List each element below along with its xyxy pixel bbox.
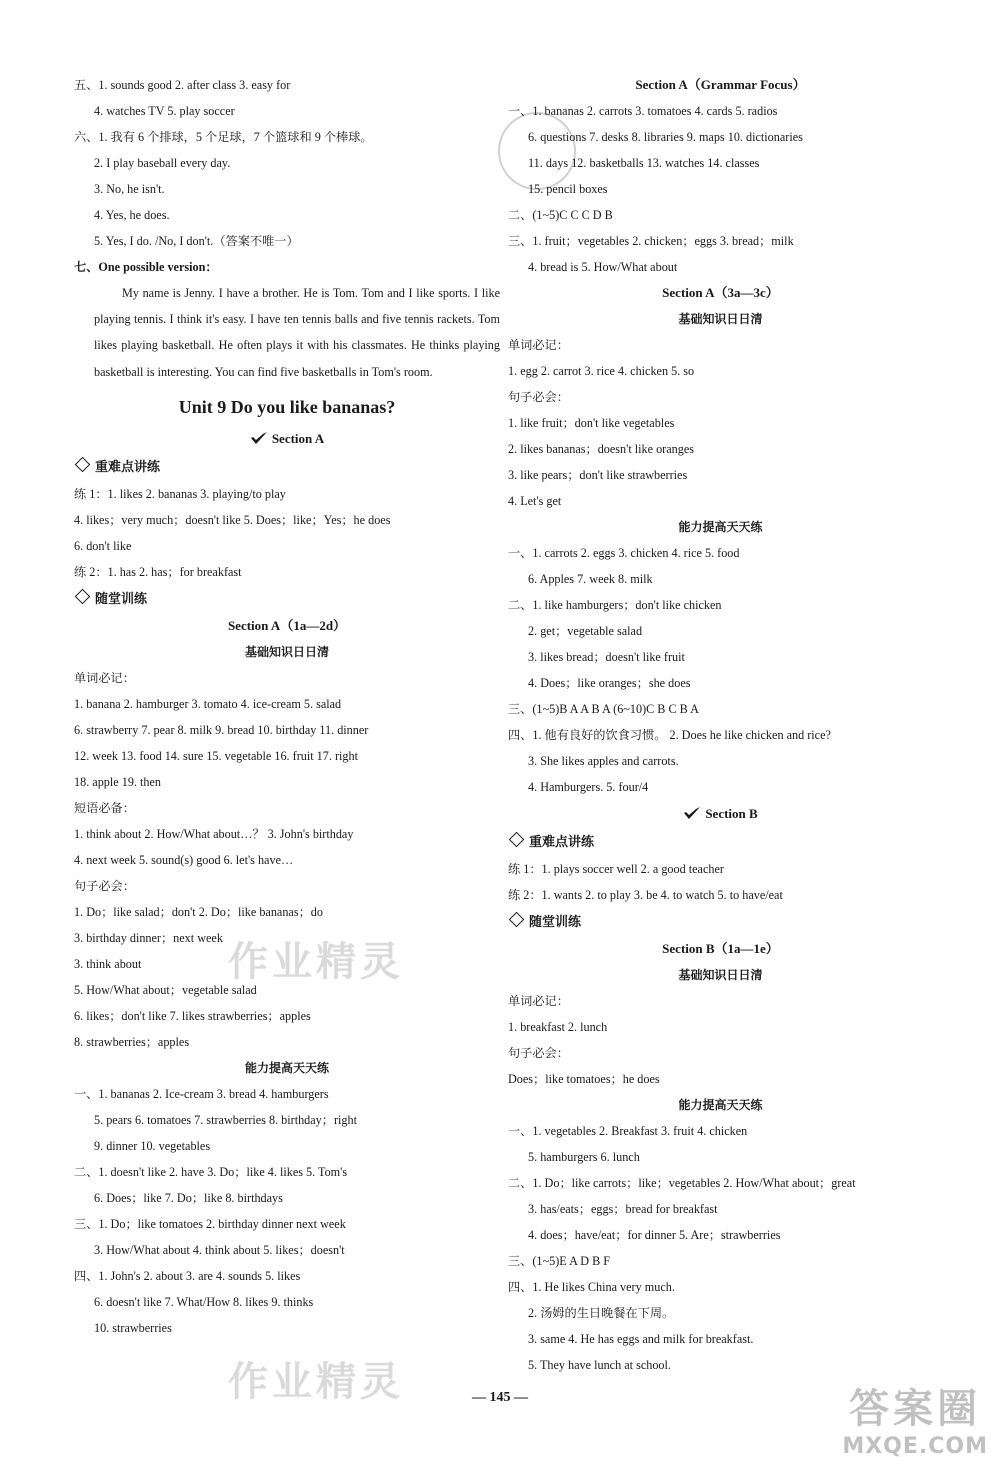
- sub-title: 基础知识日日清: [678, 312, 763, 326]
- words-label: 单词必记：: [508, 994, 569, 1008]
- answer-line: 三、1. Do；like tomatoes 2. birthday dinner next week: [74, 1216, 346, 1231]
- answer-line: 一、1. vegetables 2. Breakfast 3. fruit 4. chicken: [508, 1124, 748, 1138]
- answer-line: 12. week 13. food 14. sure 15. vegetable 16. fruit 17. right: [74, 748, 358, 763]
- unit-title: Unit 9 Do you like bananas?: [178, 396, 396, 417]
- diamond-icon: [75, 457, 91, 473]
- sub-title: 能力提高天天练: [244, 1060, 329, 1075]
- practice-heading: 随堂训练: [74, 585, 500, 613]
- answer-line: 四、1. He likes China very much.: [508, 1280, 675, 1294]
- answer-line: 6. doesn't like 7. What/How 8. likes 9. thinks: [94, 1294, 314, 1309]
- answer-line: 二、1. like hamburgers；don't like chicken: [508, 598, 722, 612]
- answer-line: 3. She likes apples and carrots.: [528, 754, 679, 768]
- section-title: Section A（Grammar Focus）: [635, 77, 806, 92]
- section-title: Section A（1a—2d）: [227, 617, 347, 633]
- section-a-badge: Section A: [74, 425, 500, 453]
- answer-line: 二、1. doesn't like 2. have 3. Do；like 4. likes 5. Tom's: [74, 1164, 348, 1179]
- answer-line: 3. birthday dinner；next week: [74, 930, 223, 945]
- answer-line: 5. hamburgers 6. lunch: [528, 1150, 640, 1164]
- answer-line: 6. questions 7. desks 8. libraries 9. maps 10. dictionaries: [528, 130, 803, 144]
- sentences-label: 句子必会：: [508, 390, 569, 404]
- sentences-label: 句子必会：: [508, 1046, 569, 1060]
- answer-line: 11. days 12. basketballs 13. watches 14. classes: [528, 156, 760, 170]
- answer-line: 三、1. fruit；vegetables 2. chicken；eggs 3. bread；milk: [508, 234, 794, 248]
- answer-line: 练 1：1. likes 2. bananas 3. playing/to play: [74, 486, 286, 501]
- left-column: [74, 72, 500, 1341]
- answer-line: 一、1. bananas 2. Ice-cream 3. bread 4. hamburgers: [74, 1086, 329, 1101]
- checkmark-leaf-icon: [683, 806, 701, 820]
- answer-line: 1. breakfast 2. lunch: [508, 1020, 608, 1034]
- answer-line: 6. don't like: [74, 538, 132, 553]
- answer-line: 3. How/What about 4. think about 5. likes；doesn't: [94, 1242, 345, 1257]
- words-label: 单词必记：: [508, 338, 569, 352]
- answer-line: 三、(1~5)B A A B A (6~10)C B C B A: [508, 702, 699, 716]
- sub-title: 能力提高天天练: [678, 1098, 763, 1112]
- answer-line: 5. How/What about；vegetable salad: [74, 982, 257, 997]
- answer-line: 1. Do；like salad；don't 2. Do；like bananas；do: [74, 904, 323, 919]
- answer-line: 1. like fruit；don't like vegetables: [508, 416, 675, 430]
- section-title: Section B（1a—1e）: [662, 941, 779, 956]
- answer-line: 3. has/eats；eggs；bread for breakfast: [528, 1202, 718, 1216]
- essay-paragraph: My name is Jenny. I have a brother. He is Tom. Tom and I like sports. I like playing tennis. I think it's easy. I have ten tennis balls and five tennis rackets. Tom likes playing basketball. He often plays it with his classmates. He thinks playing basketball is interesting. You can find five basketballs in Tom's room.: [94, 286, 500, 379]
- answer-line: 四、1. John's 2. about 3. are 4. sounds 5. likes: [74, 1268, 301, 1283]
- answer-line: 4. watches TV 5. play soccer: [94, 104, 235, 118]
- answer-line: 五、1. sounds good 2. after class 3. easy for: [74, 78, 291, 92]
- answer-line: 15. pencil boxes: [528, 182, 608, 196]
- watermark-bottom: 作业精灵: [228, 1359, 404, 1405]
- answer-line: 5. pears 6. tomatoes 7. strawberries 8. birthday；right: [94, 1112, 357, 1127]
- answer-line: 4. Does；like oranges；she does: [528, 676, 691, 690]
- answer-line: 6. Does；like 7. Do；like 8. birthdays: [94, 1190, 283, 1205]
- sub-title: 基础知识日日清: [244, 644, 329, 659]
- answer-line: 4. likes；very much；doesn't like 5. Does；like；Yes；he does: [74, 512, 391, 527]
- answer-line: 二、1. Do；like carrots；like；vegetables 2. How/What about；great: [508, 1176, 856, 1190]
- answer-line: 练 2：1. has 2. has；for breakfast: [74, 564, 242, 579]
- checkmark-leaf-icon: [250, 431, 268, 445]
- answer-line: 18. apple 19. then: [74, 774, 161, 789]
- sentences-label: 句子必会：: [74, 878, 135, 893]
- answer-line: 4. Let's get: [508, 494, 562, 508]
- answer-line: 2. 汤姆的生日晚餐在下周。: [528, 1306, 675, 1320]
- right-column: [508, 72, 933, 1378]
- diamond-icon: [509, 912, 525, 928]
- answer-line: 6. likes；don't like 7. likes strawberries；apples: [74, 1008, 311, 1023]
- section-title: Section A（3a—3c）: [662, 285, 779, 300]
- diamond-icon: [75, 589, 91, 605]
- answer-line: 6. Apples 7. week 8. milk: [528, 572, 653, 586]
- answer-line: 10. strawberries: [94, 1320, 172, 1335]
- answer-line: 5. Yes, I do. /No, I don't.（答案不唯一）: [94, 234, 299, 248]
- answer-line: 8. strawberries；apples: [74, 1034, 190, 1049]
- answer-line: 3. likes bread；doesn't like fruit: [528, 650, 685, 664]
- watermark-corner-logo: 答案圈 MXQE.COM: [842, 1386, 988, 1459]
- answer-line: 二、(1~5)C C C D B: [508, 208, 613, 222]
- answer-line: 3. think about: [74, 956, 142, 971]
- answer-line: 2. I play baseball every day.: [94, 156, 231, 170]
- answer-line: 2. get；vegetable salad: [528, 624, 643, 638]
- phrases-label: 短语必备：: [74, 800, 135, 815]
- answer-line: Does；like tomatoes；he does: [508, 1072, 660, 1086]
- answer-line: 2. likes bananas；doesn't like oranges: [508, 442, 694, 456]
- answer-line: 4. bread is 5. How/What about: [528, 260, 678, 274]
- sub-title: 基础知识日日清: [678, 968, 763, 982]
- sub-title: 能力提高天天练: [678, 520, 763, 534]
- answer-line: 三、(1~5)E A D B F: [508, 1254, 611, 1268]
- answer-line: 4. Hamburgers. 5. four/4: [528, 780, 649, 794]
- answer-line: 四、1. 他有良好的饮食习惯。 2. Does he like chicken and rice?: [508, 728, 831, 742]
- answer-line: 5. They have lunch at school.: [528, 1358, 671, 1372]
- answer-line: 六、1. 我有 6 个排球，5 个足球，7 个篮球和 9 个棒球。: [74, 130, 373, 144]
- answer-line: 4. next week 5. sound(s) good 6. let's have…: [74, 852, 294, 867]
- answer-line: 6. strawberry 7. pear 8. milk 9. bread 10. birthday 11. dinner: [74, 722, 369, 737]
- answer-line: 1. egg 2. carrot 3. rice 4. chicken 5. so: [508, 364, 695, 378]
- answer-line: 练 1：1. plays soccer well 2. a good teacher: [508, 862, 724, 876]
- answer-line: 9. dinner 10. vegetables: [94, 1138, 211, 1153]
- watermark-mid: 作业精灵: [228, 939, 404, 985]
- answer-line: 4. Yes, he does.: [94, 208, 170, 222]
- answer-line: 3. like pears；don't like strawberries: [508, 468, 688, 482]
- answer-line: 3. same 4. He has eggs and milk for breakfast.: [528, 1332, 754, 1346]
- section-b-badge: Section B: [508, 800, 933, 828]
- practice-heading: 随堂训练: [508, 908, 933, 936]
- answer-line: 1. banana 2. hamburger 3. tomato 4. ice-cream 5. salad: [74, 696, 342, 711]
- page-number: — 145 —: [472, 1390, 528, 1405]
- answer-line: 4. does；have/eat；for dinner 5. Are；strawberries: [528, 1228, 781, 1242]
- diamond-icon: [509, 832, 525, 848]
- words-label: 单词必记：: [74, 670, 135, 685]
- essay-label: 七、One possible version：: [74, 260, 218, 274]
- answer-line: 1. think about 2. How/What about…？ 3. John's birthday: [74, 826, 354, 841]
- key-points-heading: 重难点讲练: [74, 453, 500, 481]
- answer-line: 一、1. carrots 2. eggs 3. chicken 4. rice 5. food: [508, 546, 740, 560]
- key-points-heading: 重难点讲练: [508, 828, 933, 856]
- answer-line: 一、1. bananas 2. carrots 3. tomatoes 4. cards 5. radios: [508, 104, 778, 118]
- answer-line: 3. No, he isn't.: [94, 182, 165, 196]
- answer-line: 练 2：1. wants 2. to play 3. be 4. to watch 5. to have/eat: [508, 888, 783, 902]
